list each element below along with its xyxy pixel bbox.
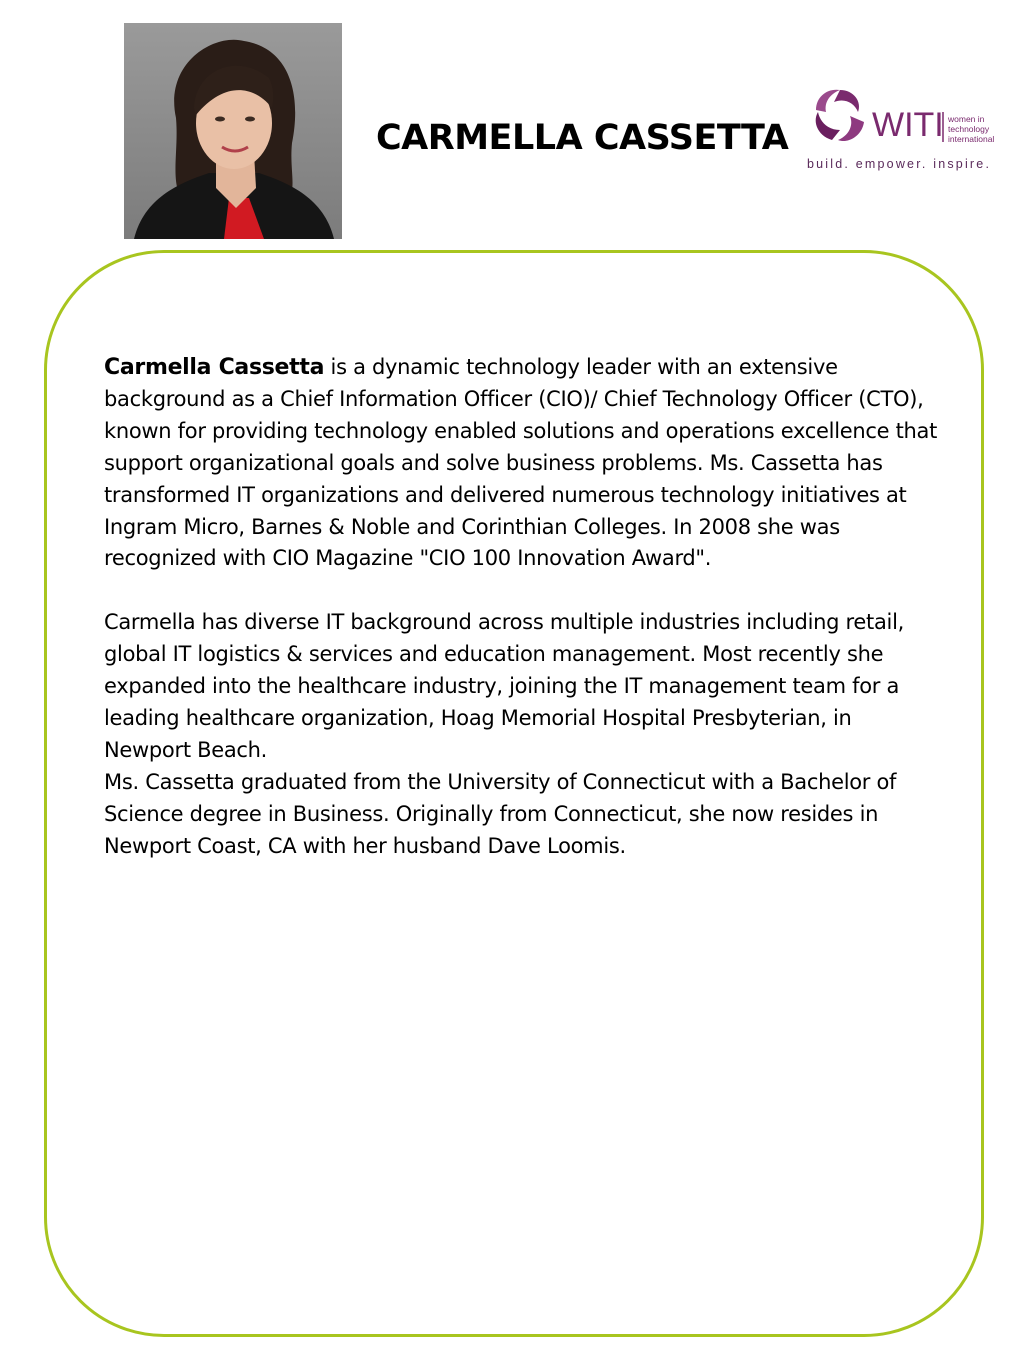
- page-title: CARMELLA CASSETTA: [376, 118, 789, 158]
- bio-paragraph-2: Carmella has diverse IT background across multiple industries including retail, global IT logistics & services and education management. Most recently she expanded into the healthcare industry, joining the IT management team for a leading healthcare organization, Hoag Memorial Hospital Presbyterian, in Newport Beach.: [104, 610, 904, 762]
- bio-paragraph-1: [104, 352, 944, 575]
- paragraph-spacer: [104, 575, 944, 607]
- svg-text:WITI: WITI: [872, 106, 944, 144]
- svg-text:build. empower. inspire.: build. empower. inspire.: [807, 157, 992, 171]
- svg-text:international: international: [948, 134, 995, 144]
- biography-text: [104, 352, 944, 862]
- bio-lead-name: Carmella Cassetta: [104, 355, 325, 380]
- profile-photo: [124, 23, 342, 239]
- svg-text:women in: women in: [948, 114, 985, 124]
- bio-paragraph-3: Ms. Cassetta graduated from the University of Connecticut with a Bachelor of Science degree in Business. Originally from Connecticut, she now resides in Newport Coast, CA with her husband Dave Loomis.: [104, 769, 897, 858]
- witi-logo: [806, 84, 1006, 176]
- witi-swirl-icon: [816, 90, 864, 141]
- portrait-image: [124, 23, 342, 239]
- bio-paragraph-1-text: is a dynamic technology leader with an extensive background as a Chief Information Officer (CIO)/ Chief Technology Officer (CTO), known for providing technology enabled solutions and operations excellence that support organizational goals and solve business problems. Ms. Cassetta has transformed IT organizations and delivered numerous technology initiatives at Ingram Micro, Barnes & Noble and Corinthian Colleges. In 2008 she was recognized with CIO Magazine "CIO 100 Innovation Award".: [104, 355, 938, 571]
- svg-text:technology: technology: [948, 124, 990, 134]
